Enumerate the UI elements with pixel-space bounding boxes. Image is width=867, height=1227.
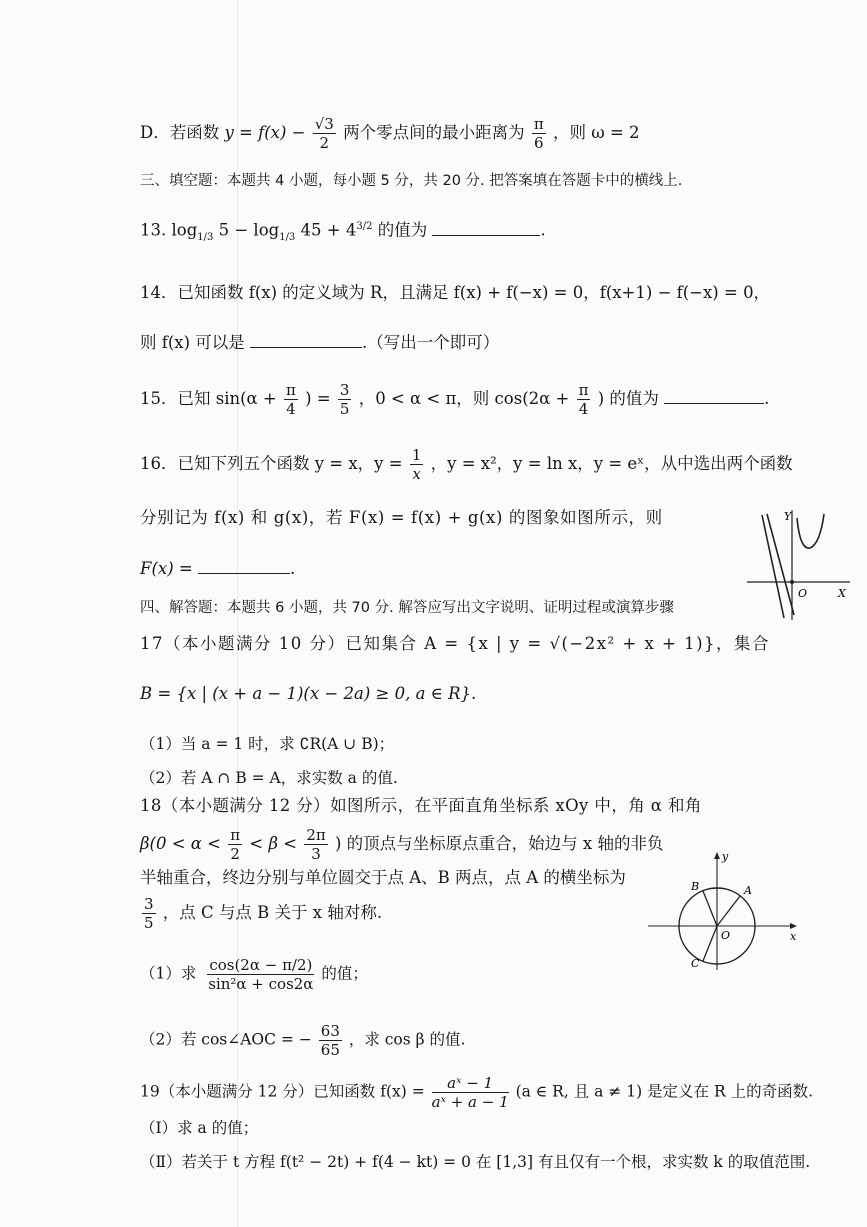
sqrt3-over-2: $\frac{√3}{2}$ [314, 115, 334, 152]
q15-three-fifths: $\frac{3}{5}$ [339, 381, 350, 418]
question-14-line1: 14．已知函数 f(x) 的定义域为 R，且满足 f(x) + f(−x) = 0，f(x+1) − f(−x) = 0， [140, 283, 771, 302]
option-d-expr: y = f(x) − [224, 123, 306, 142]
q18-ray-c [703, 926, 717, 961]
q18-63-over-65: $\frac{63}{65}$ [320, 1022, 340, 1059]
q15-period: . [764, 389, 770, 408]
question-17-part1: （1）当 a = 1 时，求 ∁R(A ∪ B)； [140, 735, 395, 753]
q18-pi-over-2: $\frac{\pi}{2}$ [230, 826, 241, 863]
q16-one-over-x: $\frac{1}{x}$ [411, 446, 422, 483]
q13-base2: 1/3 [279, 231, 296, 243]
question-14-line2 [140, 332, 499, 354]
q18-a-label: A [744, 884, 752, 897]
q18-o-label: O [721, 929, 731, 942]
q18-three-fifths: $\frac{3}{5}$ [144, 895, 154, 932]
q16-curve-right [797, 514, 824, 548]
q18-unit-circle-figure [645, 850, 805, 975]
q16-answer-blank[interactable] [198, 559, 290, 574]
q13-exponent: 3/2 [356, 221, 373, 232]
question-16-line1 [140, 446, 793, 483]
q18-ray-b [703, 891, 717, 926]
q18-ray-a [717, 896, 740, 926]
q15-text-3: ，0 < α < π，则 cos(2α + [358, 389, 570, 408]
question-17-part2: （2）若 A ∩ B = A，求实数 a 的值. [140, 769, 398, 787]
question-19-part2: （Ⅱ）若关于 t 方程 f(t² − 2t) + f(4 − kt) = 0 在 [1,3] 有且仅有一个根，求实数 k 的取值范围. [140, 1153, 811, 1171]
question-17-line2: B = {x | (x + a − 1)(x − 2a) ≥ 0, a ∈ R}. [140, 684, 477, 703]
question-15 [140, 381, 769, 418]
q18-y-label: y [722, 850, 729, 863]
option-d-text-2: 两个零点间的最小距离为 [343, 123, 525, 142]
q16-text-2: ，y = x²，y = ln x，y = eˣ，从中选出两个函数 [430, 454, 793, 473]
q19-function-fraction: $\frac{\text{aˣ − 1}}{\text{aˣ + a − 1}}$ [431, 1074, 509, 1111]
q18-x-label: x [790, 930, 797, 943]
question-13 [140, 216, 546, 249]
question-18-line1: 18（本小题满分 12 分）如图所示，在平面直角坐标系 xOy 中，角 α 和角 [140, 796, 702, 815]
section-3-header: 三、填空题：本题共 4 小题，每小题 5 分，共 20 分. 把答案填在答题卡中的横线上. [140, 173, 683, 189]
q15-text-4: ) 的值为 [597, 389, 659, 408]
q15-answer-blank[interactable] [664, 389, 764, 404]
q16-x-label: X [838, 587, 846, 600]
q13-period: . [540, 220, 546, 240]
q18-beta-range-1: β(0 < α < [140, 834, 222, 853]
q16-period: . [289, 559, 296, 578]
q14-text: 则 f(x) 可以是 [140, 333, 245, 352]
question-18-line3: 半轴重合，终边分别与单位圆交于点 A、B 两点，点 A 的横坐标为 [140, 868, 626, 887]
q15-text-2: ) = [305, 389, 331, 408]
q13-text: 的值为 [372, 220, 428, 240]
question-19-line1 [140, 1074, 813, 1111]
q13-answer-blank[interactable] [432, 221, 540, 236]
option-d-text-3: ，则 ω = 2 [552, 123, 640, 142]
question-18-line4 [140, 895, 382, 932]
q18-y-arrow [714, 852, 720, 859]
q18-part1-fraction: $\frac{\cos(2\alpha - \pi/2)}{\text{sin²α + cos2α}}$ [208, 956, 314, 993]
q16-graph-figure [742, 500, 857, 625]
q18-part1-suffix: 的值； [321, 964, 368, 983]
question-18-part1 [140, 956, 368, 993]
q15-pi-over-4-b: $\frac{\pi}{4}$ [578, 381, 589, 418]
option-d-line [140, 115, 639, 152]
q13-base1: 1/3 [197, 231, 214, 243]
q18-b-label: B [691, 880, 700, 893]
pi-over-6: $\frac{\pi}{6}$ [533, 115, 544, 152]
q19-text-2: (a ∈ R, 且 a ≠ 1) 是定义在 R 上的奇函数. [515, 1082, 813, 1101]
q14-hint: .（写出一个即可） [362, 333, 500, 352]
question-19-part1: （Ⅰ）求 a 的值； [140, 1119, 259, 1137]
q18-part1-label: （1）求 [140, 964, 197, 983]
q18-text-4: ，点 C 与点 B 关于 x 轴对称. [162, 903, 383, 922]
section-4-header: 四、解答题：本题共 6 小题，共 70 分. 解答应写出文字说明、证明过程或演算步骤 [140, 600, 674, 616]
q15-text-1: 15．已知 sin(α + [140, 389, 277, 408]
q16-y-label: Y [784, 510, 792, 523]
q16-origin-dot [790, 580, 794, 584]
q18-part2-text-1: （2）若 cos∠AOC = − [140, 1030, 312, 1049]
q14-answer-blank[interactable] [250, 333, 362, 348]
q16-o-label: O [798, 587, 808, 600]
option-d-text-1: D．若函数 [140, 123, 220, 142]
q13-log1: 13. log [140, 220, 198, 240]
question-17-line1: 17（本小题满分 10 分）已知集合 A = {x | y = √(−2x² + x + 1)}，集合 [140, 634, 771, 653]
q18-beta-range-2: < β < [249, 834, 298, 853]
q18-x-arrow [790, 923, 797, 929]
q19-text-1: 19（本小题满分 12 分）已知函数 f(x) = [140, 1082, 425, 1101]
q18-2pi-over-3: $\frac{2\pi}{3}$ [306, 826, 326, 863]
q13-log2: 5 − log [213, 220, 280, 240]
question-18-part2 [140, 1022, 465, 1059]
q18-text-2: ) 的顶点与坐标原点重合，始边与 x 轴的非负 [334, 834, 664, 853]
q18-part2-text-2: ，求 cos β 的值. [348, 1030, 466, 1049]
question-16-line3 [140, 558, 295, 580]
q16-text-1: 16．已知下列五个函数 y = x，y = [140, 454, 403, 473]
q16-F-expr: F(x) = [140, 559, 193, 578]
q13-power: 45 + 4 [295, 220, 357, 240]
question-18-line2 [140, 826, 663, 863]
q15-pi-over-4: $\frac{\pi}{4}$ [286, 381, 296, 418]
question-16-line2: 分别记为 f(x) 和 g(x)，若 F(x) = f(x) + g(x) 的图象如图所示，则 [140, 508, 663, 527]
q18-c-label: C [691, 957, 700, 970]
